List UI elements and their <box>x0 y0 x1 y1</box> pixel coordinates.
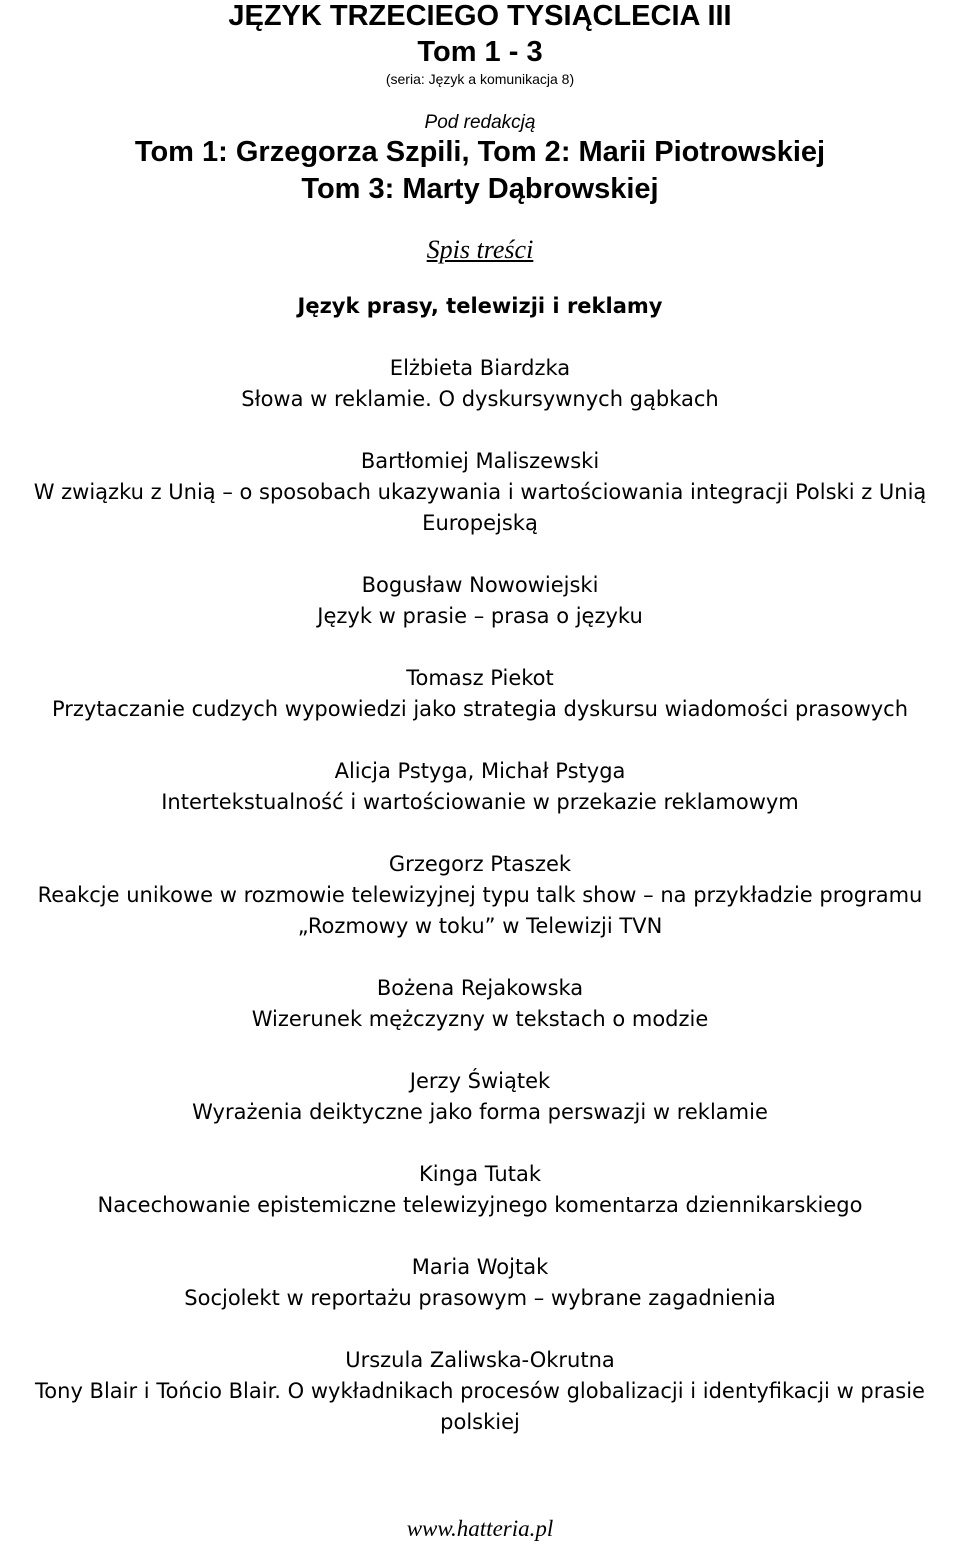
toc-entry <box>0 1345 960 1438</box>
entry-author: Elżbieta Biardzka <box>389 356 571 380</box>
entry-title: Wizerunek mężczyzny w tekstach o modzie <box>251 1007 709 1031</box>
volume-range: Tom 1 - 3 <box>417 36 543 68</box>
entry-author: Tomasz Piekot <box>406 666 554 690</box>
toc-entry <box>0 849 960 942</box>
entry-author: Kinga Tutak <box>418 1162 541 1186</box>
editor-label: Pod redakcją <box>424 112 536 133</box>
entry-author: Maria Wojtak <box>411 1255 549 1279</box>
entry-title: Słowa w reklamie. O dyskursywnych gąbkach <box>241 387 719 411</box>
toc-entry <box>0 756 960 818</box>
toc-entry <box>0 1252 960 1314</box>
toc-entry <box>0 1066 960 1128</box>
entry-title: Przytaczanie cudzych wypowiedzi jako strategia dyskursu wiadomości prasowych <box>51 697 909 721</box>
entry-title: Tony Blair i Tońcio Blair. O wykładnikach procesów globalizacji i identyfikacji w prasie polskiej <box>35 1379 925 1434</box>
toc-entry <box>0 973 960 1035</box>
entry-title: Nacechowanie epistemiczne telewizyjnego komentarza dziennikarskiego <box>97 1193 863 1217</box>
book-title: JĘZYK TRZECIEGO TYSIĄCLECIA III <box>228 0 732 32</box>
editors-line-1: Tom 1: Grzegorza Szpili, Tom 2: Marii Piotrowskiej <box>134 136 826 168</box>
editors <box>0 134 960 208</box>
toc-entry <box>0 446 960 539</box>
entry-title: W związku z Unią – o sposobach ukazywania i wartościowania integracji Polski z Unią Europejską <box>33 480 927 535</box>
toc-entry <box>0 663 960 725</box>
editors-line-2: Tom 3: Marty Dąbrowskiej <box>301 173 659 205</box>
series-note: (seria: Język a komunikacja 8) <box>385 71 575 87</box>
section-title: Język prasy, telewizji i reklamy <box>297 294 663 318</box>
entry-author: Bożena Rejakowska <box>376 976 584 1000</box>
publisher-url: www.hatteria.pl <box>406 1516 554 1541</box>
toc-entries <box>0 353 960 1438</box>
toc-entry <box>0 1159 960 1221</box>
entry-author: Bartłomiej Maliszewski <box>360 449 600 473</box>
entry-title: Wyrażenia deiktyczne jako forma perswazji w reklamie <box>192 1100 768 1124</box>
toc-title: Spis treści <box>426 235 534 264</box>
entry-title: Język w prasie – prasa o języku <box>317 604 643 628</box>
entry-title: Intertekstualność i wartościowanie w przekazie reklamowym <box>161 790 799 814</box>
entry-author: Bogusław Nowowiejski <box>361 573 599 597</box>
entry-author: Alicja Pstyga, Michał Pstyga <box>334 759 626 783</box>
entry-author: Grzegorz Ptaszek <box>388 852 572 876</box>
toc-entry <box>0 570 960 632</box>
entry-author: Jerzy Świątek <box>409 1069 551 1093</box>
entry-title: Socjolekt w reportażu prasowym – wybrane zagadnienia <box>184 1286 776 1310</box>
entry-title: Reakcje unikowe w rozmowie telewizyjnej typu talk show – na przykładzie programu „Rozmowy w toku” w Telewizji TVN <box>37 883 923 938</box>
toc-entry <box>0 353 960 415</box>
entry-author: Urszula Zaliwska-Okrutna <box>345 1348 615 1372</box>
